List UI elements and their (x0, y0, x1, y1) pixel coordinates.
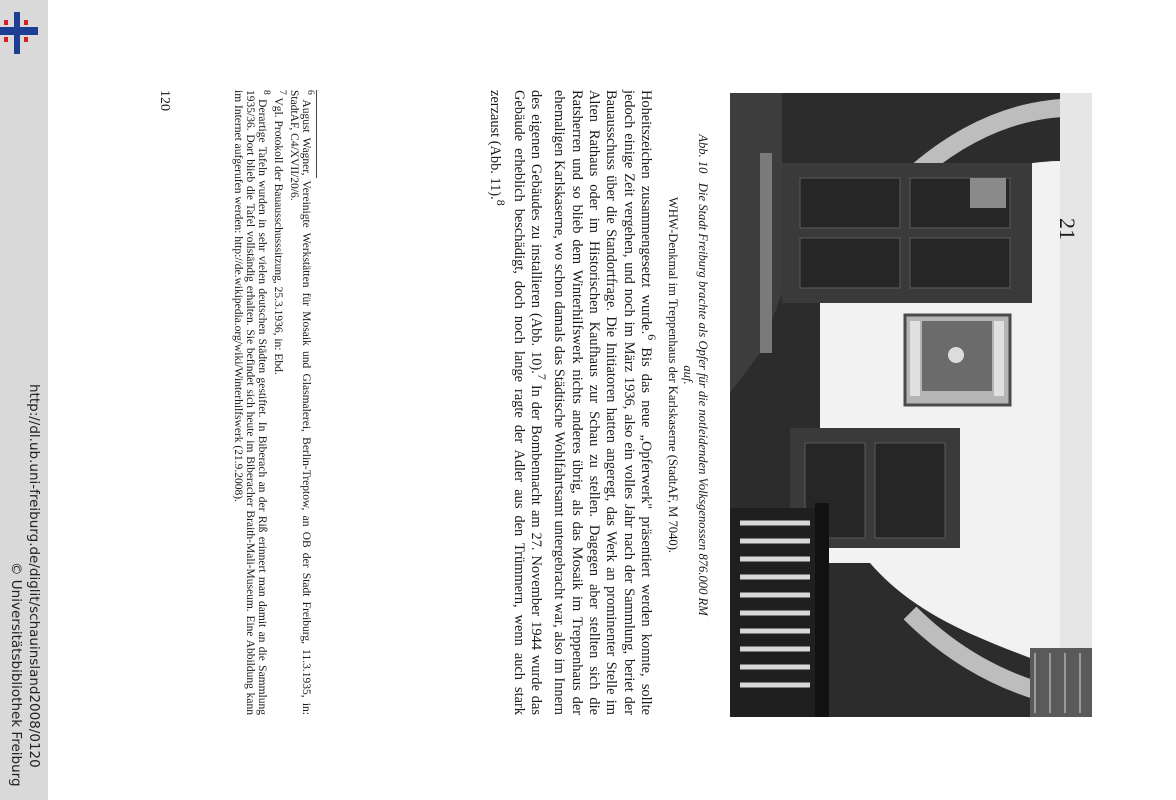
body-paragraph (486, 90, 660, 715)
page-watermark (4, 384, 44, 794)
footnotes (232, 90, 316, 715)
caption-line2: WHW-Denkmal im Treppenhaus der Karlskaserne (StadtAF, M 7040). (666, 196, 680, 554)
caption-line1: Die Stadt Freiburg brachte als Opfer für die notleidenden Volksgenossen 876.000 RM auf. (681, 182, 710, 616)
ub-freiburg-logo-icon (0, 10, 44, 54)
footnote-number: 8 (261, 90, 273, 95)
footnote-divider (316, 90, 317, 178)
footnote-ref: 6 (645, 334, 659, 341)
footnote-number: 7 (276, 90, 288, 95)
body-text-part: Bis das neue „Opferwerk" präsentiert werden konnte, sollte jedoch einige Zeit vergehen, und noch im März 1936, also ein volles Jahr nach der Sammlung, beriet der Bauausschuss über die Standortfrage. Die Initiatoren hatten angeregt, das Werk an prominenter Stelle im Alten Rathaus oder im Historischen Kaufhaus zur Schau zu stellen. Dagegen aber stellten sich die Ratsherren und so blieb dem Winterhilfswerk nichts anderes übrig, als das Mosaik im Treppenhaus der ehemaligen Karlskaserne, wo schon damals das Städtische Wohlfahrtsamt untergebracht war, also im Innern des eigenen Gebäudes zu installieren (Abb. 10). (527, 90, 655, 715)
footnote (272, 90, 288, 715)
body-text-part: Hoheitszeichen zusammengesetzt wurde. (638, 90, 655, 335)
footnote-number: 6 (305, 90, 316, 95)
photograph-stairwell-icon (730, 93, 1092, 717)
scanned-page (48, 0, 1176, 800)
watermark-copyright: © Universitätsbibliothek Freiburg (8, 562, 24, 787)
viewer-sidebar (0, 0, 48, 800)
body-text-part: In der Bombennacht am 27. November 1944 wurde das Gebäude erheblich beschädigt, doch noch lange ragte der Adler aus den Trümmern, wenn auch stark zerzaust (Abb. 11). (487, 90, 544, 715)
footnote-text: Vgl. Protokoll der Bauausschusssitzung, 25.3.1936, in: Ebd. (272, 97, 285, 375)
footnote-ref: 8 (494, 199, 509, 206)
footnote-text: Derartige Tafeln wurden in sehr vielen deutschen Städten gestiftet. In Biberach an der Riß erinnert man damit an die Sammlung 1935/36. Dort blieb die Tafel vollständig erhalten. Sie befindet sich heute im Biberacher Braith-Mali-Museum. Eine Abbildung kann im Internet aufgerufen werden: http://de.wikipedia.org/wiki/Winterhilfswerk (21.9.2008). (232, 90, 269, 716)
caption-label: Abb. 10 (696, 134, 710, 174)
figure-caption (665, 130, 710, 620)
footnote (288, 90, 316, 715)
footnote-ref: 7 (534, 373, 549, 380)
footnote-text: August Wagner, Vereinigte Werkstätten für Mosaik und Glasmalerei, Berlin-Treptow, an OB der Stadt Freiburg, 11.3.1935, in: StadtAF, C4/XVII/20/6. (288, 90, 313, 715)
page-number: 120 (157, 90, 172, 111)
watermark-url[interactable]: http://dl.ub.uni-freiburg.de/diglit/schauinsland2008/0120 (26, 384, 42, 768)
footnote (232, 90, 272, 715)
photo-number: 21 (1055, 218, 1080, 240)
